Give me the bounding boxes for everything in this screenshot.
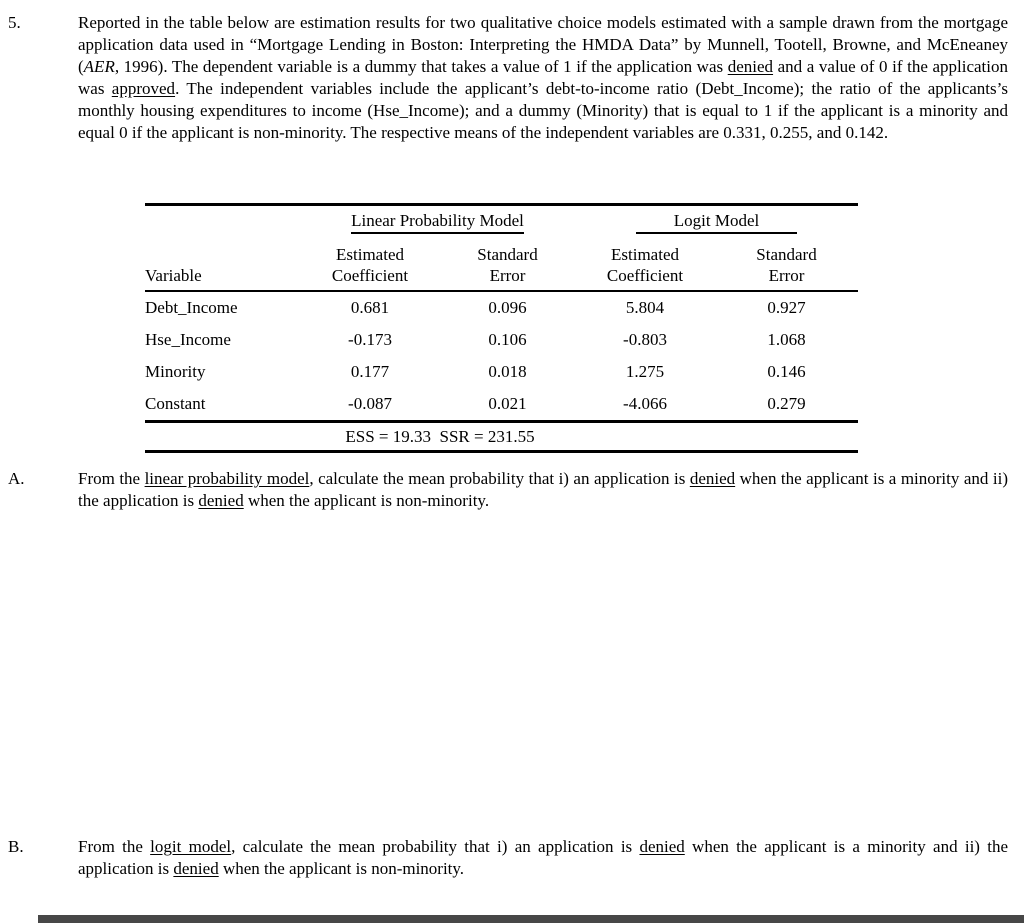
table-row-hse-income [145, 324, 858, 356]
column-header-logit-coef [575, 244, 715, 286]
cell-variable: Hse_Income [145, 330, 231, 349]
part-b-text: From the logit model, calculate the mean probability that i) an application is denied when the applicant is a minority and ii) the application is denied when the applicant is non-minority. [78, 837, 1008, 878]
cell-logit-se: 0.146 [767, 362, 806, 381]
cell-lpm-coef: -0.173 [348, 330, 392, 349]
part-b-label: B. [8, 837, 24, 856]
column-header-variable: Variable [145, 266, 202, 285]
part-a-label: A. [8, 469, 25, 488]
table-footer-stats: ESS = 19.33 SSR = 231.55 [345, 426, 535, 446]
question-intro-paragraph: Reported in the table below are estimation results for two qualitative choice models estimated with a sample drawn from the mortgage application data used in “Mortgage Lending in Boston: Interpreting the HMDA Data” by Munnell, Tootell, Browne, and McEneaney (AER, 1996). The dependent variable is a dummy that takes a value of 1 if the application was denied and a value of 0 if the application was approved. The independent variables include the applicant’s debt-to-income ratio (Debt_Income); the ratio of the applicants’s monthly housing expenditures to income (Hse_Income); and a dummy (Minority) that is equal to 1 if the applicant is a minority and equal 0 if the applicant is non-minority. The respective means of the independent variables are 0.331, 0.255, and 0.142. [78, 13, 1009, 142]
column-header-logit-coef-line1: Estimated [611, 245, 679, 264]
group-header-lpm [300, 211, 575, 234]
column-header-logit-se-line2: Error [768, 266, 805, 285]
cell-logit-se: 0.927 [767, 298, 806, 317]
cell-logit-se: 1.068 [767, 330, 806, 349]
part-a-text: From the linear probability model, calculate the mean probability that i) an application is denied when the applicant is a minority and ii) the application is denied when the applicant is non-minority. [78, 469, 1008, 510]
cell-lpm-se: 0.018 [488, 362, 527, 381]
group-header-logit [575, 211, 858, 234]
table-rule-bottom [145, 450, 858, 453]
table-row-constant [145, 388, 858, 420]
table-row-debt-income [145, 292, 858, 324]
cell-lpm-coef: 0.681 [350, 298, 390, 317]
column-header-lpm-coef-line2: Coefficient [331, 266, 409, 285]
question-number: 5. [8, 13, 21, 32]
horizontal-scrollbar[interactable] [38, 915, 1024, 923]
table-group-header-row [145, 206, 858, 237]
cell-variable: Constant [145, 394, 206, 413]
column-header-logit-coef-line2: Coefficient [606, 266, 684, 285]
cell-variable: Minority [145, 362, 206, 381]
column-header-lpm-se-line2: Error [489, 266, 526, 285]
cell-logit-coef: -0.803 [623, 330, 667, 349]
cell-logit-coef: 1.275 [625, 362, 665, 381]
group-header-lpm-label: Linear Probability Model [351, 211, 524, 234]
cell-lpm-coef: 0.177 [350, 362, 390, 381]
cell-logit-coef: -4.066 [623, 394, 667, 413]
cell-variable: Debt_Income [145, 298, 238, 317]
cell-lpm-se: 0.021 [488, 394, 527, 413]
results-table [145, 203, 858, 453]
table-footer-row [145, 423, 858, 450]
cell-logit-se: 0.279 [767, 394, 806, 413]
cell-lpm-coef: -0.087 [348, 394, 392, 413]
column-header-logit-se-line1: Standard [756, 245, 817, 264]
cell-lpm-se: 0.106 [488, 330, 527, 349]
column-header-lpm-se-line1: Standard [477, 245, 538, 264]
cell-lpm-se: 0.096 [488, 298, 527, 317]
cell-logit-coef: 5.804 [625, 298, 665, 317]
table-column-header-row [145, 237, 858, 290]
column-header-lpm-coef [300, 244, 440, 286]
column-header-lpm-coef-line1: Estimated [336, 245, 404, 264]
column-header-logit-se [715, 244, 858, 286]
column-header-lpm-se [440, 244, 575, 286]
table-row-minority [145, 356, 858, 388]
group-header-logit-label: Logit Model [636, 211, 797, 234]
